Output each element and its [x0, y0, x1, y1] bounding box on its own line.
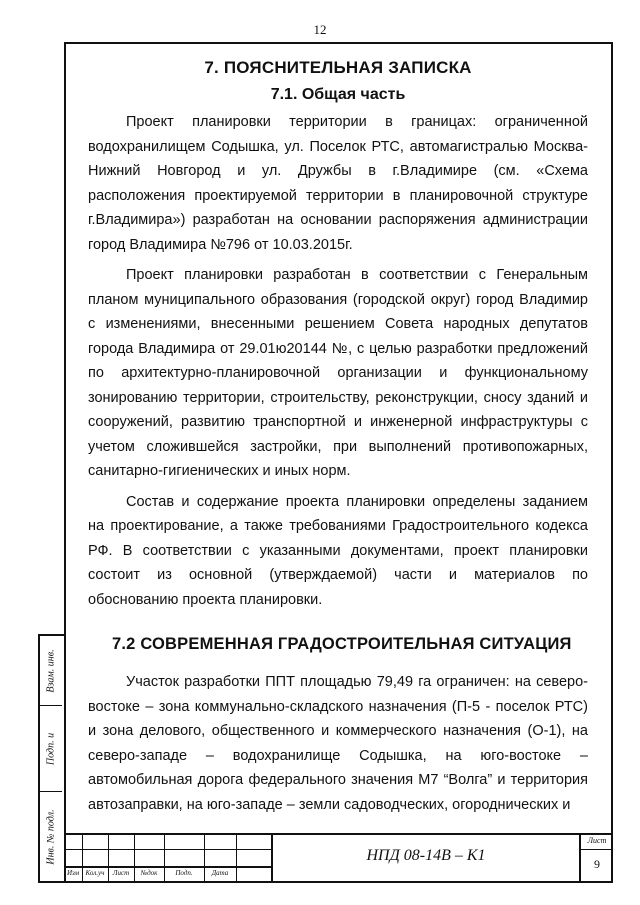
section-1-title: 7. ПОЯСНИТЕЛЬНАЯ ЗАПИСКА	[204, 58, 472, 77]
col-koluch: Кол.уч	[85, 869, 105, 877]
col-podp: Подп.	[175, 869, 193, 877]
col-ndok: №док	[140, 869, 158, 877]
side-cell-inv	[40, 792, 62, 881]
sheet-label: Лист	[587, 836, 607, 845]
paragraph-1: Проект планировки территории в границах: ограниченной водохранилищем Содышка, ул. Поселок РТС, автомагистралью Москва-Нижний Новгород и ул. Дружбы в г.Владимире (см. «Схема расположения проектируемой территории в планировочной структуре г.Владимира») разработан на основании распоряжения администрации город Владимира №796 от 10.03.2015г.	[88, 114, 588, 253]
tb-top-line	[64, 833, 613, 835]
side-cell-podp	[40, 706, 62, 792]
tb-row-line	[64, 866, 271, 868]
tb-row-line	[579, 849, 613, 850]
title-block	[64, 833, 613, 883]
paragraph-3: Состав и содержание проекта планировки определены заданием на проектирование, а также требованиями Градостроительного кодекса РФ. В соответствии с указанными документами, проект планировки состоит из основной (утверждаемой) части и материалов по обоснованию проекта планировки.	[88, 493, 588, 608]
tb-col-line	[236, 833, 237, 883]
sheet-number: 9	[594, 857, 600, 871]
side-stamp-strip	[38, 634, 64, 883]
section-2-paragraph: Участок разработки ППТ площадью 79,49 га ограничен: на северо-востоке – зона коммунально-складского назначения (П-5 - поселок РТС) и зона делового, общественного и коммерческого назначения (О-1), на северо-западе – водохранилище Содышка, на юго-востоке – автомобильная дорога федерального значения М7 “Волга” и территория автозаправки, на юго-западе – земли садоводческих, огороднических и	[88, 674, 588, 813]
paragraph-2: Проект планировки разработан в соответствии с Генеральным планом муниципального образования (городской округ) город Владимир с изменениями, внесенными решением Совета народных депутатов города Владимира от 29.01ю20144 №, с целью разработки предложений по архитектурно-планировочной организации и функциональному зонированию территории, строительству, реконструкции, сносу зданий и сооружений, развитию транспортной и инженерной инфраструктуры с учетом сложившейся застройки, при выполнений противопожарных, санитарно-гигиенических и иных норм.	[88, 267, 588, 479]
tb-row-line	[64, 849, 271, 850]
col-list: Лист	[112, 869, 130, 877]
col-data: Дата	[211, 869, 229, 877]
section-2	[88, 632, 588, 823]
side-label-inv: Инв. № подл.	[45, 808, 57, 865]
side-cell-vzam	[40, 636, 62, 706]
section-1-subtitle: 7.1. Общая часть	[270, 86, 406, 103]
page-number: 12	[313, 22, 327, 37]
document-code: НПД 08-14В – К1	[366, 847, 486, 864]
side-label-vzam: Взам. инв.	[45, 648, 57, 693]
side-label-podp: Подп. и	[45, 732, 57, 765]
section-2-title: 7.2 СОВРЕМЕННАЯ ГРАДОСТРОИТЕЛЬНАЯ СИТУАЦИЯ	[112, 635, 572, 653]
col-izm: Изм	[66, 869, 80, 877]
section-1	[88, 56, 588, 618]
